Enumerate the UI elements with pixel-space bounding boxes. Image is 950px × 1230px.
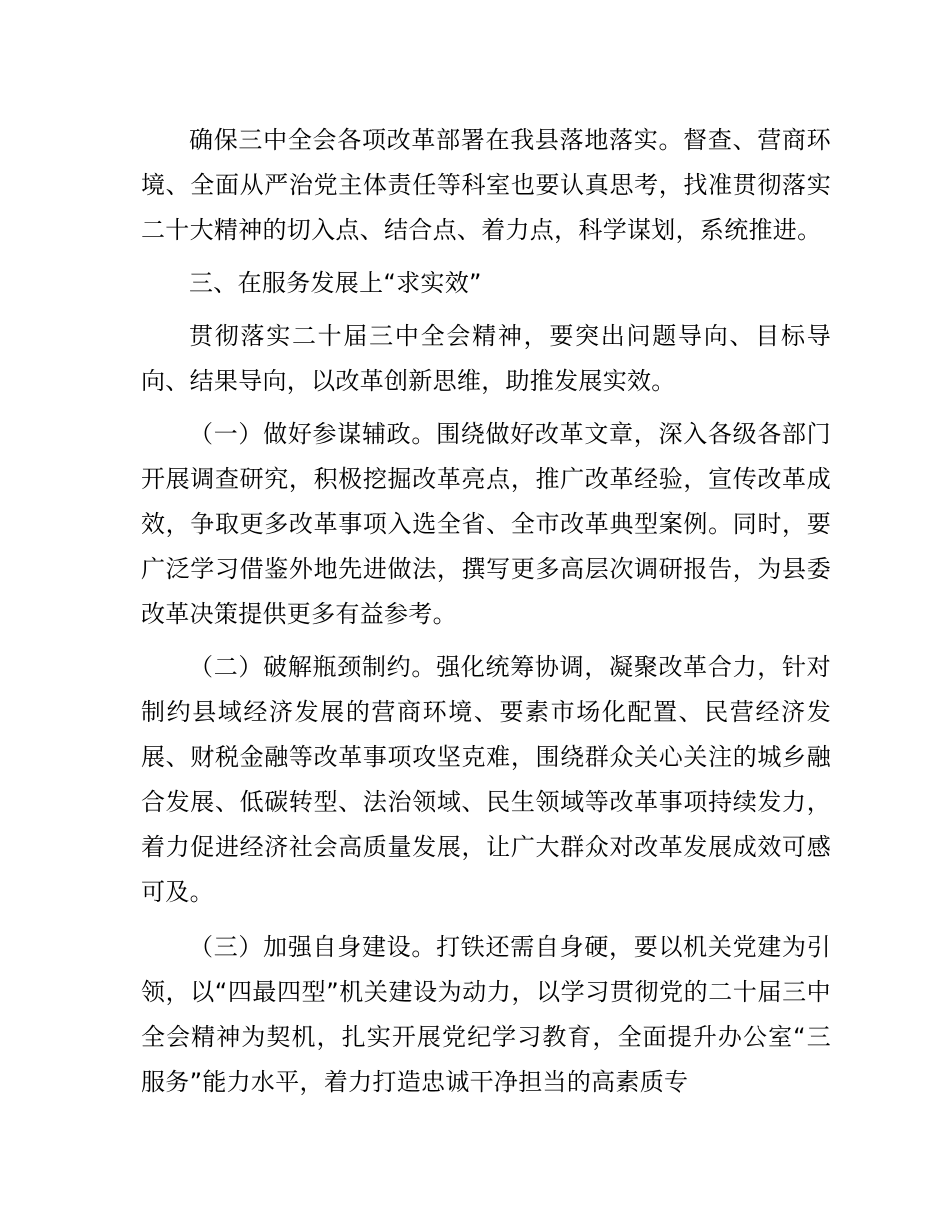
section-heading: 三、在服务发展上“求实效” bbox=[189, 269, 482, 297]
paragraph-item-1: （一）做好参谋辅政。围绕做好改革文章，深入各级各部门开展调查研究，积极挖掘改革亮点，推广改革经验，宣传改革成效，争取更多改革事项入选全省、全市改革典型案例。同时，要广泛学习借鉴外地先进做法，撰写更多高层次调研报告，为县委改革决策提供更多有益参考。 bbox=[141, 420, 831, 628]
paragraph-item-3: （三）加强自身建设。打铁还需自身硬，要以机关党建为引领，以“四最四型”机关建设为动力，以学习贯彻党的二十届三中全会精神为契机，扎实开展党纪学习教育，全面提升办公室“三服务”能力水平，着力打造忠诚干净担当的高素质专 bbox=[141, 933, 831, 1096]
paragraph-intro: 贯彻落实二十届三中全会精神，要突出问题导向、目标导向、结果导向，以改革创新思维，助推发展实效。 bbox=[141, 322, 831, 395]
paragraph-continuation: 确保三中全会各项改革部署在我县落地落实。督查、营商环境、全面从严治党主体责任等科室也要认真思考，找准贯彻落实二十大精神的切入点、结合点、着力点，科学谋划，系统推进。 bbox=[141, 126, 831, 244]
document-body bbox=[141, 118, 831, 1105]
paragraph-item-2: （二）破解瓶颈制约。强化统筹协调，凝聚改革合力，针对制约县域经济发展的营商环境、要素市场化配置、民营经济发展、财税金融等改革事项攻坚克难，围绕群众关心关注的城乡融合发展、低碳转型、法治领域、民生领域等改革事项持续发力，着力促进经济社会高质量发展，让广大群众对改革发展成效可感可及。 bbox=[141, 653, 831, 906]
